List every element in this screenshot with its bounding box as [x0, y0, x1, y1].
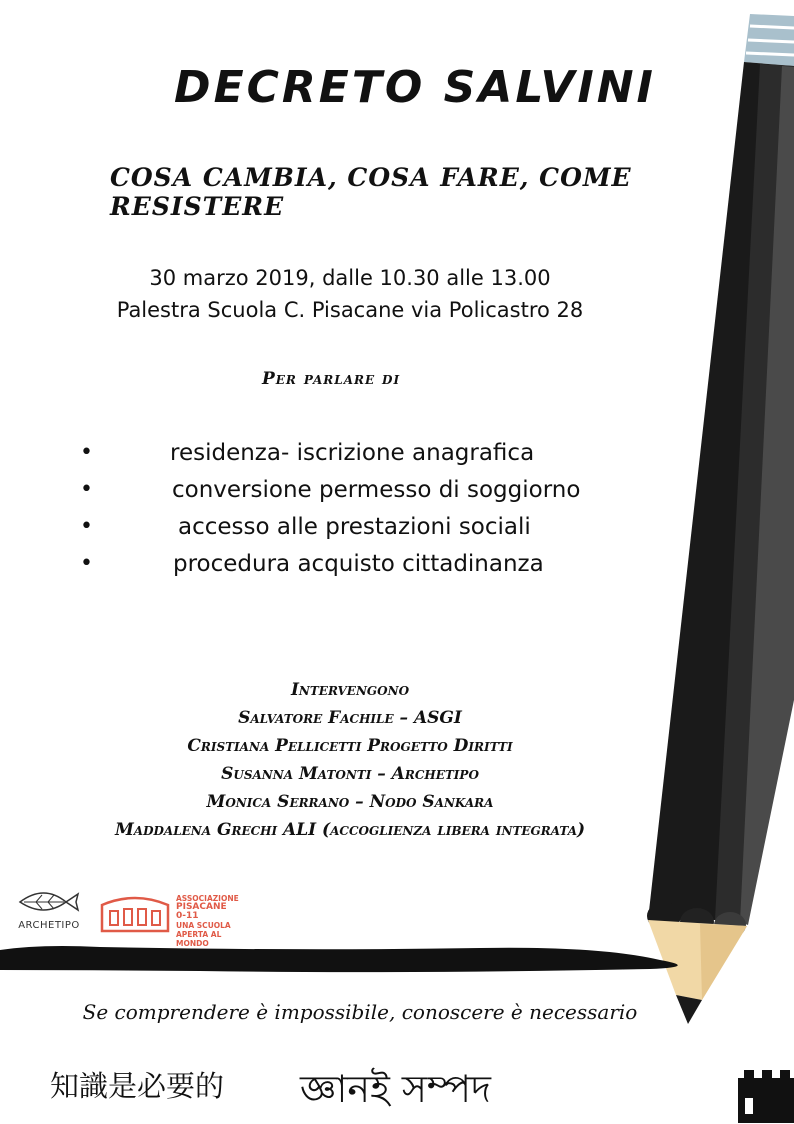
pisacane-text	[176, 894, 239, 948]
pencil-wood-shade	[700, 924, 747, 1000]
pisacane-line: PISACANE 0-11	[176, 902, 227, 921]
pisacane-line: APERTA AL MONDO	[176, 930, 222, 948]
speaker-item: Monica Serrano – Nodo Sankara	[206, 792, 494, 812]
partial-castle-logo	[738, 1070, 794, 1123]
pisacane-line: UNA SCUOLA	[176, 921, 231, 930]
topic-text: residenza- iscrizione anagrafica	[170, 440, 535, 466]
list-item	[80, 477, 660, 514]
topics-list	[80, 440, 660, 588]
archetipo-logo	[14, 888, 84, 931]
speaker-item: Susanna Matonti – Archetipo	[221, 764, 479, 784]
topic-text: procedura acquisto cittadinanza	[173, 551, 544, 577]
list-item	[80, 440, 660, 477]
chinese-text: 知識是必要的	[50, 1069, 225, 1103]
list-item	[80, 514, 660, 551]
pisacane-logo	[98, 891, 239, 948]
footer-quote: Se comprendere è impossibile, conoscere è necessario	[82, 1000, 638, 1024]
archetipo-label: ARCHETIPO	[18, 920, 80, 931]
speakers-block	[40, 676, 660, 844]
speaker-item: Cristiana Pellicetti Progetto Diritti	[187, 736, 513, 756]
brush-stroke-divider	[0, 946, 678, 972]
bullet-icon: •	[80, 440, 93, 465]
event-location: Palestra Scuola C. Pisacane via Policastro 28	[116, 298, 584, 322]
page-title: DECRETO SALVINI	[174, 62, 656, 113]
speaker-item: Maddalena Grechi ALI (accoglienza libera integrata)	[114, 820, 586, 840]
leaf-fish-icon	[14, 888, 84, 916]
topic-text: accesso alle prestazioni sociali	[178, 514, 531, 540]
speaker-item: Salvatore Fachile – ASGI	[238, 708, 462, 728]
school-building-icon	[98, 893, 172, 933]
bengali-text: জ্ঞানই সম্পদ	[300, 1067, 492, 1111]
bullet-icon: •	[80, 551, 93, 576]
list-item	[80, 551, 660, 588]
topic-text: conversione permesso di soggiorno	[172, 477, 581, 503]
speakers-heading: Intervengono	[290, 680, 410, 700]
subtitle: COSA CAMBIA, COSA FARE, COME RESISTERE	[110, 163, 632, 221]
topics-heading: Per parlare di	[262, 369, 401, 389]
pencil-ferrule	[744, 14, 794, 66]
event-date: 30 marzo 2019, dalle 10.30 alle 13.00	[149, 266, 551, 290]
bullet-icon: •	[80, 514, 93, 539]
bullet-icon: •	[80, 477, 93, 502]
pisacane-line: ASSOCIAZIONE	[176, 894, 239, 903]
